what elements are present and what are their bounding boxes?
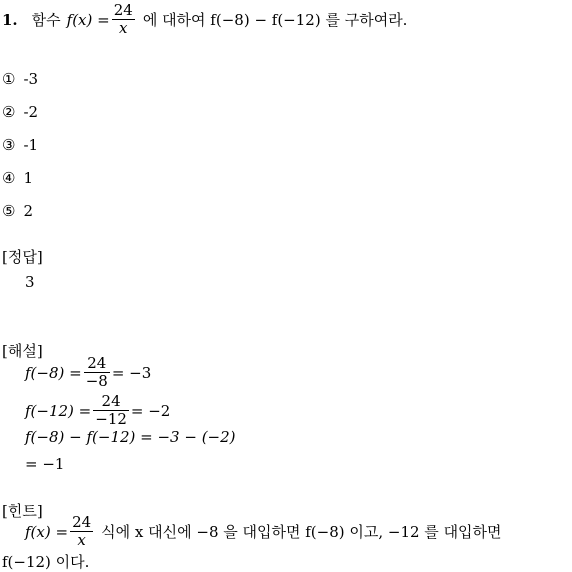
question-lhs: f(x) = bbox=[66, 10, 110, 29]
hint-line-1 bbox=[25, 514, 502, 549]
choice-marker: ⑤ bbox=[2, 202, 16, 220]
question-line bbox=[2, 2, 407, 37]
fraction-denominator: −8 bbox=[85, 372, 108, 390]
choice-5[interactable] bbox=[2, 202, 33, 220]
fraction-numerator: 24 bbox=[87, 354, 107, 372]
explanation-line-1 bbox=[25, 355, 151, 390]
choice-marker: ④ bbox=[2, 169, 16, 187]
expl1-rhs: = −3 bbox=[111, 363, 152, 382]
hint-text-1: 식에 x 대신에 −8 을 대입하면 f(−8) 이고, −12 를 대입하면 bbox=[101, 523, 502, 541]
expl2-lhs: f(−12) = bbox=[25, 401, 92, 420]
fraction-denominator: x bbox=[70, 531, 93, 549]
choice-marker: ③ bbox=[2, 136, 16, 154]
choice-1[interactable] bbox=[2, 70, 38, 88]
answer-label: [정답] bbox=[2, 248, 43, 266]
explanation-line-3: f(−8) − f(−12) = −3 − (−2) bbox=[25, 428, 236, 446]
choice-text: 1 bbox=[23, 169, 33, 187]
expl2-fraction bbox=[93, 393, 129, 428]
hint-fraction bbox=[70, 514, 93, 549]
question-number: 1. bbox=[2, 10, 18, 29]
choice-marker: ② bbox=[2, 103, 16, 121]
fraction-numerator: 24 bbox=[72, 513, 92, 531]
question-fraction bbox=[112, 2, 135, 37]
fraction-numerator: 24 bbox=[101, 392, 121, 410]
choice-text: -1 bbox=[23, 136, 39, 154]
explanation-line-4: = −1 bbox=[25, 455, 65, 473]
hint-label: [힌트] bbox=[2, 502, 43, 520]
fraction-denominator: −12 bbox=[95, 410, 127, 428]
choice-text: -2 bbox=[23, 103, 39, 121]
expl2-rhs: = −2 bbox=[130, 401, 171, 420]
hint-line-2: f(−12) 이다. bbox=[2, 553, 90, 571]
choice-4[interactable] bbox=[2, 169, 33, 187]
question-suffix: 에 대하여 f(−8) − f(−12) 를 구하여라. bbox=[142, 11, 408, 29]
explanation-label: [해설] bbox=[2, 342, 43, 360]
fraction-denominator: x bbox=[112, 19, 135, 37]
answer-value: 3 bbox=[25, 273, 35, 291]
choice-2[interactable] bbox=[2, 103, 38, 121]
choice-text: -3 bbox=[23, 70, 39, 88]
fraction-numerator: 24 bbox=[113, 1, 133, 19]
choice-marker: ① bbox=[2, 70, 16, 88]
question-prefix: 함수 bbox=[31, 11, 61, 29]
hint-lhs: f(x) = bbox=[25, 522, 69, 541]
expl1-fraction bbox=[84, 355, 110, 390]
explanation-line-2 bbox=[25, 393, 170, 428]
choice-text: 2 bbox=[23, 202, 33, 220]
expl1-lhs: f(−8) = bbox=[25, 363, 82, 382]
choice-3[interactable] bbox=[2, 136, 38, 154]
